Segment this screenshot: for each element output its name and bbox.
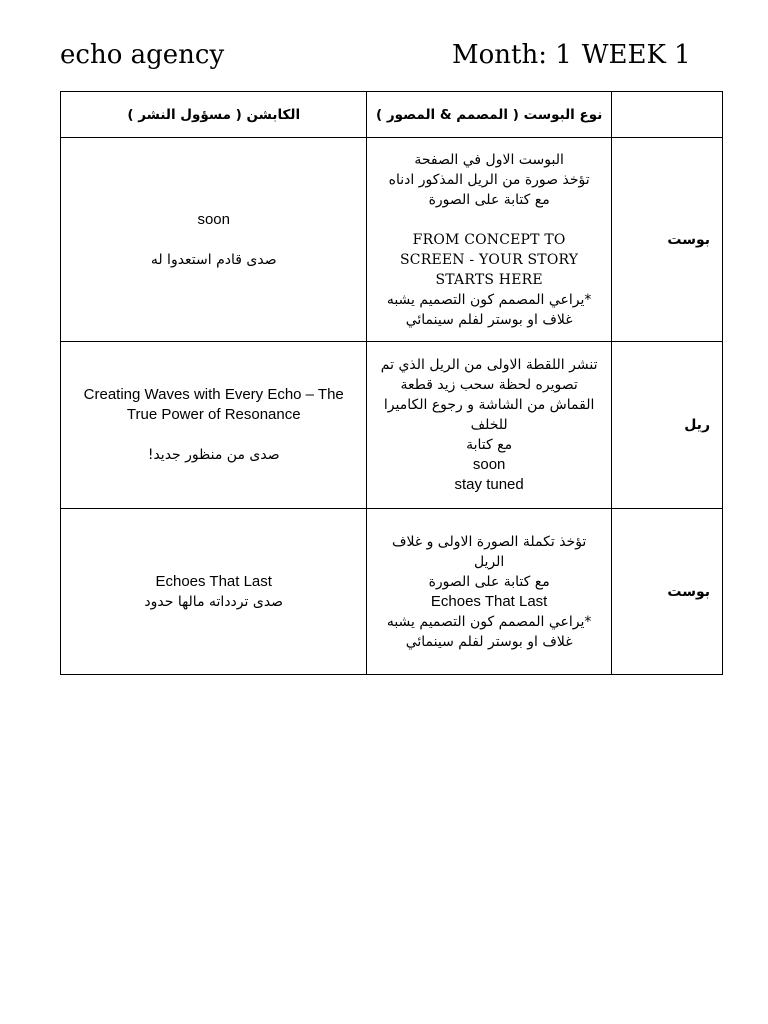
post-type-line: *يراعي المصمم كون التصميم يشبه	[386, 291, 592, 308]
month-label: Month: 1	[452, 40, 572, 70]
post-type-line: مع كتابة	[466, 437, 513, 453]
caption-ar: صدى من منظور جديد!	[147, 447, 280, 463]
post-type-en: soon	[472, 456, 506, 473]
page-header	[60, 40, 691, 80]
post-type-line: تنشر اللقطة الاولى من الريل الذي تم	[380, 357, 598, 373]
post-type-line: *يراعي المصمم كون التصميم يشبه	[386, 613, 592, 630]
post-type-line: الريل	[473, 553, 505, 570]
kind-cell: بوست	[611, 138, 722, 342]
post-type-cell	[367, 342, 611, 509]
caption-ar: صدى تردداته مالها حدود	[144, 593, 284, 610]
post-type-en: SCREEN - YOUR STORY	[400, 251, 579, 268]
post-type-line: البوست الاول في الصفحة	[414, 151, 564, 168]
content-plan-table	[60, 91, 723, 675]
caption-cell	[61, 509, 367, 675]
table-row	[61, 138, 723, 342]
header-kind	[611, 92, 722, 138]
post-type-line: تصويره لحظة سحب زيد قطعة	[400, 377, 578, 393]
table-row	[61, 509, 723, 675]
agency-name: echo agency	[60, 40, 225, 70]
post-type-en: FROM CONCEPT TO	[412, 231, 566, 248]
header-caption: الكابشن ( مسؤول النشر )	[61, 92, 367, 138]
caption-en: True Power of Resonance	[126, 406, 301, 423]
table-row	[61, 342, 723, 509]
caption-cell	[61, 138, 367, 342]
post-type-en: Echoes That Last	[430, 592, 548, 610]
post-type-line: مع كتابة على الصورة	[428, 573, 550, 590]
post-type-line: تؤخذ تكملة الصورة الاولى و غلاف	[391, 533, 587, 550]
post-type-line: القماش من الشاشة و رجوع الكاميرا	[383, 397, 595, 413]
week-label: WEEK 1	[581, 40, 691, 70]
caption-en: soon	[197, 210, 230, 228]
post-type-line: تؤخذ صورة من الريل المذكور ادناه	[388, 171, 590, 188]
post-type-line: غلاف او بوستر لفلم سينمائي	[405, 633, 573, 650]
post-type-en: STARTS HERE	[435, 271, 543, 288]
post-type-line: غلاف او بوستر لفلم سينمائي	[405, 311, 573, 328]
kind-cell: ريل	[611, 342, 722, 509]
post-type-en: stay tuned	[454, 476, 524, 493]
post-type-line: مع كتابة على الصورة	[428, 191, 550, 208]
kind-cell: بوست	[611, 509, 722, 675]
caption-en: Echoes That Last	[155, 572, 272, 590]
post-type-cell	[367, 138, 611, 342]
month-week-label	[452, 40, 691, 70]
post-type-cell	[367, 509, 611, 675]
caption-ar: صدى قادم استعدوا له	[150, 251, 277, 268]
post-type-line: للخلف	[470, 417, 508, 433]
caption-cell	[61, 342, 367, 509]
header-post-type: نوع البوست ( المصمم & المصور )	[367, 92, 611, 138]
table-header-row	[61, 92, 723, 138]
caption-en: Creating Waves with Every Echo – The	[83, 386, 344, 403]
